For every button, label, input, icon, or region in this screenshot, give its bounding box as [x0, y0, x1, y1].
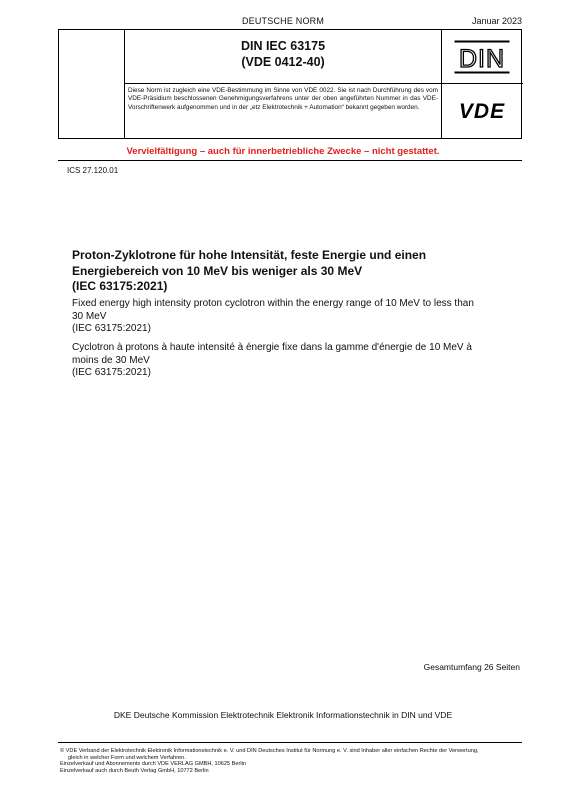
title-english — [72, 298, 512, 336]
title-line: 30 MeV — [72, 310, 107, 322]
standard-number: DIN IEC 63175 — [240, 39, 326, 53]
standard-title — [125, 38, 441, 70]
document-series: DEUTSCHE NORM — [241, 16, 325, 26]
din-logo-text: DIN — [458, 44, 505, 73]
title-line: Proton-Zyklotrone für hohe Intensität, feste Energie und einen — [72, 248, 427, 262]
header-box — [58, 29, 522, 139]
title-line: moins de 30 MeV — [72, 354, 150, 366]
title-line: (IEC 63175:2021) — [72, 367, 151, 378]
title-german — [72, 248, 512, 295]
vde-logo-icon — [450, 100, 514, 122]
footer-line: © VDE Verband der Elektrotechnik Elektronik Informationstechnik e. V. und DIN Deutsches Institut für Normung e. V. sind Inhaber aller einfachen Rechte der Verwertung, — [60, 748, 479, 754]
footer-line: gleich in welcher Form und welchem Verfahren. — [68, 754, 186, 761]
title-line: (IEC 63175:2021) — [72, 279, 168, 293]
title-line: Cyclotron à protons à haute intensité à énergie fixe dans la gamme d'énergie de 10 MeV à — [72, 342, 472, 353]
footer-line: Einzelverkauf und Abonnements durch VDE VERLAG GMBH, 10625 Berlin — [60, 761, 246, 768]
footer-line: Einzelverkauf auch durch Beuth Verlag GmbH, 10772 Berlin — [60, 767, 209, 774]
total-pages: Gesamtumfang 26 Seiten — [423, 662, 520, 672]
vde-number: (VDE 0412-40) — [241, 55, 325, 69]
ics-code: ICS 27.120.01 — [67, 166, 119, 175]
din-logo-icon — [454, 40, 510, 74]
vde-logo-text: VDE — [458, 100, 505, 122]
title-line: Energiebereich von 10 MeV bis weniger als 30 MeV — [72, 263, 363, 278]
issue-date: Januar 2023 — [471, 16, 522, 26]
copyright-footer — [60, 748, 530, 774]
din-logo — [442, 30, 521, 83]
vde-logo — [442, 84, 521, 138]
title-line: (IEC 63175:2021) — [72, 323, 151, 334]
title-line: Fixed energy high intensity proton cyclotron within the energy range of 10 MeV to less than — [72, 298, 474, 309]
dke-line: DKE Deutsche Kommission Elektrotechnik Elektronik Informationstechnik in DIN und VDE — [113, 710, 453, 720]
vde-notice: Diese Norm ist zugleich eine VDE-Bestimmung im Sinne von VDE 0022. Sie ist nach Durchführung des vom VDE-Präsidium beschlossenen Genehmigungsverfahrens unter der oben angeführten Nummer in das VDE-Vorschriftenwerk aufgenommen und in der „etz Elektrotechnik + Automation“ bekannt gegeben worden. — [128, 87, 438, 111]
title-french — [72, 342, 512, 380]
copy-warning: Vervielfältigung – auch für innerbetriebliche Zwecke – nicht gestattet. — [126, 146, 440, 157]
divider — [58, 742, 522, 743]
divider — [58, 160, 522, 161]
